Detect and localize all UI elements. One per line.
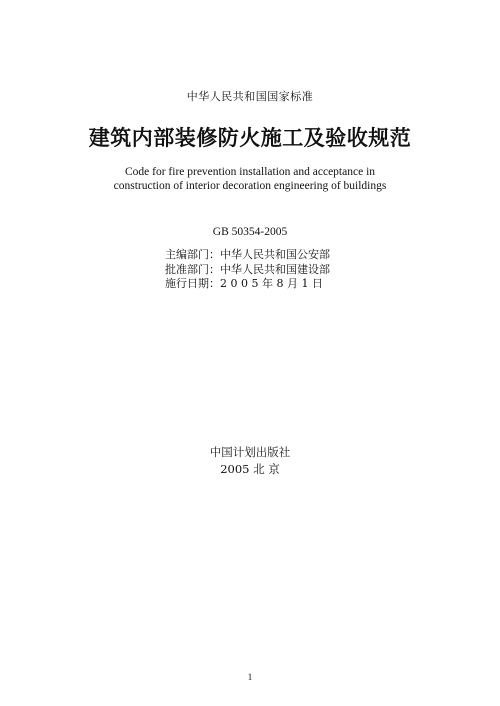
issuing-info xyxy=(165,248,330,292)
approval-department-row xyxy=(165,263,330,278)
approval-department-value: 中华人民共和国建设部 xyxy=(220,262,330,276)
publication-year-place: 2005 北 京 xyxy=(220,462,280,476)
document-title-english xyxy=(0,165,500,193)
editor-department-value: 中华人民共和国公安部 xyxy=(220,248,330,261)
publisher-name: 中国计划出版社 xyxy=(209,445,291,459)
effective-date-value: 2 0 0 5 年 8 月 1 日 xyxy=(220,277,323,290)
effective-date-label: 施行日期： xyxy=(165,277,220,290)
title-english-line-1: Code for fire prevention installation and acceptance in xyxy=(124,166,376,178)
title-english-line-2: construction of interior decoration engineering of buildings xyxy=(113,180,387,192)
page-number: 1 xyxy=(247,672,253,682)
effective-date-row xyxy=(165,277,330,292)
standard-code: GB 50354-2005 xyxy=(212,226,288,238)
document-title-chinese: 建筑内部装修防火施工及验收规范 xyxy=(88,125,412,150)
editor-department-label: 主编部门： xyxy=(165,248,220,261)
approval-department-label: 批准部门： xyxy=(165,262,220,276)
standard-series-label: 中华人民共和国国家标准 xyxy=(186,90,314,103)
editor-department-row xyxy=(165,248,330,263)
